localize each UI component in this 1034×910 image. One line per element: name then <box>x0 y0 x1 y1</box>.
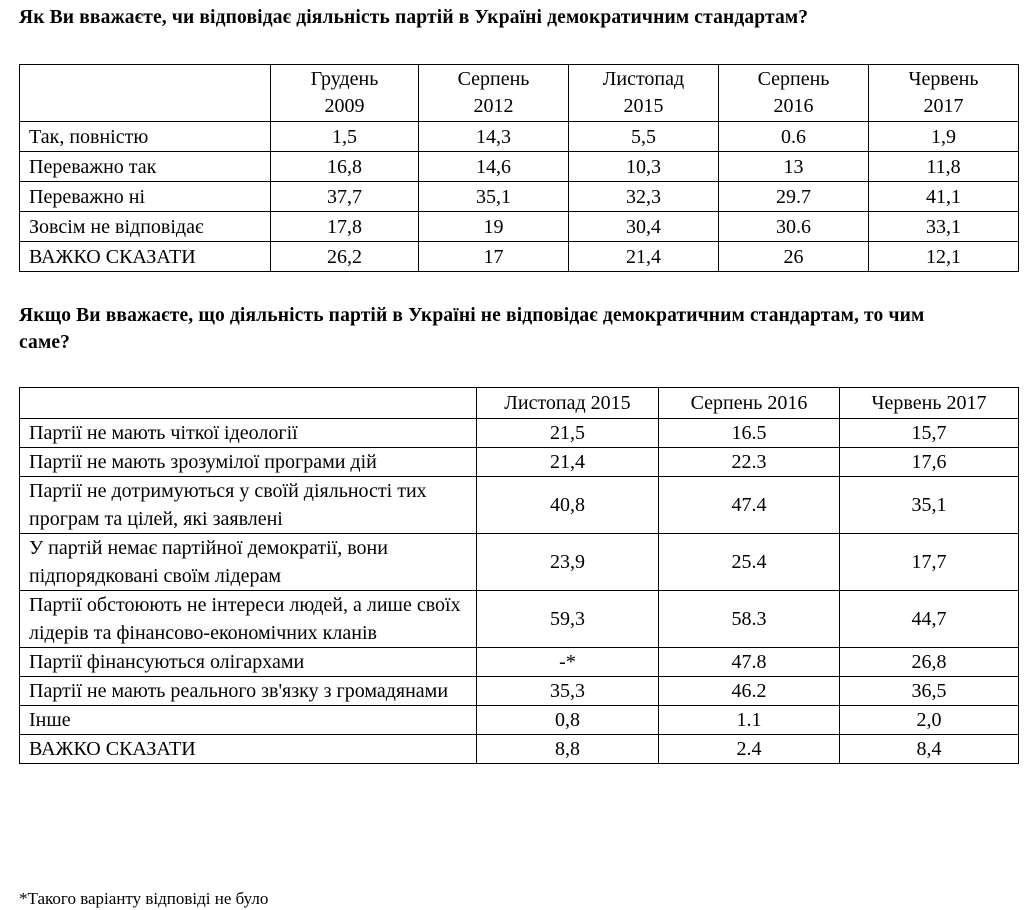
column-header: Серпень 2016 <box>719 65 869 122</box>
table-row <box>20 242 1019 272</box>
table-row <box>20 182 1019 212</box>
value-cell: 2.4 <box>659 735 840 764</box>
value-cell: 2,0 <box>840 706 1019 735</box>
value-cell: 58.3 <box>659 591 840 648</box>
value-cell: 17,7 <box>840 534 1019 591</box>
table-row <box>20 735 1019 764</box>
row-label: Партії не мають реального зв'язку з громадянами <box>20 677 477 706</box>
row-label: ВАЖКО СКАЗАТИ <box>20 735 477 764</box>
value-cell: 26,8 <box>840 648 1019 677</box>
value-cell: 19 <box>419 212 569 242</box>
column-header: Червень 2017 <box>840 388 1019 419</box>
table-row <box>20 648 1019 677</box>
value-cell: 1,9 <box>869 122 1019 152</box>
value-cell: 21,5 <box>477 419 659 448</box>
header-corner-cell <box>20 388 477 419</box>
footnote: *Такого варіанту відповіді не було <box>19 889 269 908</box>
table-header-row <box>20 388 1019 419</box>
value-cell: 1.1 <box>659 706 840 735</box>
value-cell: 12,1 <box>869 242 1019 272</box>
column-header: Серпень 2012 <box>419 65 569 122</box>
column-header: Листопад 2015 <box>569 65 719 122</box>
value-cell: 17,6 <box>840 448 1019 477</box>
value-cell: 22.3 <box>659 448 840 477</box>
value-cell: 37,7 <box>271 182 419 212</box>
value-cell: 16.5 <box>659 419 840 448</box>
survey-question-2-title: Якщо Ви вважаєте, що діяльність партій в Україні не відповідає демократичним стандартам, то чим саме? <box>19 305 925 353</box>
header-corner-cell <box>20 65 271 122</box>
value-cell: 1,5 <box>271 122 419 152</box>
value-cell: 8,8 <box>477 735 659 764</box>
table-row <box>20 419 1019 448</box>
survey-question-1-title: Як Ви вважаєте, чи відповідає діяльність партій в Україні демократичним стандартам? <box>19 7 809 28</box>
value-cell: 25.4 <box>659 534 840 591</box>
table-row <box>20 122 1019 152</box>
table-row <box>20 677 1019 706</box>
row-label: Партії не дотримуються у своїй діяльності тих програм та цілей, які заявлені <box>20 477 477 534</box>
value-cell: 14,3 <box>419 122 569 152</box>
table-header-row <box>20 65 1019 122</box>
value-cell: 32,3 <box>569 182 719 212</box>
value-cell: 17 <box>419 242 569 272</box>
value-cell: 40,8 <box>477 477 659 534</box>
value-cell: 15,7 <box>840 419 1019 448</box>
value-cell: 26,2 <box>271 242 419 272</box>
value-cell: 36,5 <box>840 677 1019 706</box>
value-cell: 8,4 <box>840 735 1019 764</box>
value-cell: 59,3 <box>477 591 659 648</box>
row-label: Партії не мають зрозумілої програми дій <box>20 448 477 477</box>
table-row <box>20 212 1019 242</box>
value-cell: 33,1 <box>869 212 1019 242</box>
value-cell: 47.8 <box>659 648 840 677</box>
value-cell: 30,4 <box>569 212 719 242</box>
value-cell: 21,4 <box>477 448 659 477</box>
row-label: ВАЖКО СКАЗАТИ <box>20 242 271 272</box>
value-cell: 11,8 <box>869 152 1019 182</box>
table-row <box>20 534 1019 591</box>
value-cell: 30.6 <box>719 212 869 242</box>
row-label: Переважно так <box>20 152 271 182</box>
value-cell: 46.2 <box>659 677 840 706</box>
value-cell: 35,1 <box>840 477 1019 534</box>
row-label: Партії фінансуються олігархами <box>20 648 477 677</box>
value-cell: 23,9 <box>477 534 659 591</box>
row-label: У партій немає партійної демократії, вони підпорядковані своїм лідерам <box>20 534 477 591</box>
column-header: Червень 2017 <box>869 65 1019 122</box>
column-header: Серпень 2016 <box>659 388 840 419</box>
value-cell: 14,6 <box>419 152 569 182</box>
table-row <box>20 706 1019 735</box>
column-header: Грудень 2009 <box>271 65 419 122</box>
row-label: Зовсім не відповідає <box>20 212 271 242</box>
value-cell: 41,1 <box>869 182 1019 212</box>
table-row <box>20 477 1019 534</box>
non-compliance-reasons-table <box>19 387 1019 764</box>
row-label: Так, повністю <box>20 122 271 152</box>
value-cell: 17,8 <box>271 212 419 242</box>
value-cell: 35,1 <box>419 182 569 212</box>
table-row <box>20 152 1019 182</box>
row-label: Партії обстоюють не інтереси людей, а лише своїх лідерів та фінансово-економічних кланів <box>20 591 477 648</box>
value-cell: 5,5 <box>569 122 719 152</box>
value-cell: 0.6 <box>719 122 869 152</box>
row-label: Переважно ні <box>20 182 271 212</box>
value-cell: 13 <box>719 152 869 182</box>
table-row <box>20 448 1019 477</box>
row-label: Інше <box>20 706 477 735</box>
value-cell: 0,8 <box>477 706 659 735</box>
value-cell: 26 <box>719 242 869 272</box>
column-header: Листопад 2015 <box>477 388 659 419</box>
value-cell: 44,7 <box>840 591 1019 648</box>
value-cell: 47.4 <box>659 477 840 534</box>
table-row <box>20 591 1019 648</box>
value-cell: 21,4 <box>569 242 719 272</box>
value-cell: 10,3 <box>569 152 719 182</box>
democratic-standards-table <box>19 64 1019 272</box>
row-label: Партії не мають чіткої ідеології <box>20 419 477 448</box>
value-cell: 29.7 <box>719 182 869 212</box>
value-cell: 35,3 <box>477 677 659 706</box>
value-cell: -* <box>477 648 659 677</box>
value-cell: 16,8 <box>271 152 419 182</box>
